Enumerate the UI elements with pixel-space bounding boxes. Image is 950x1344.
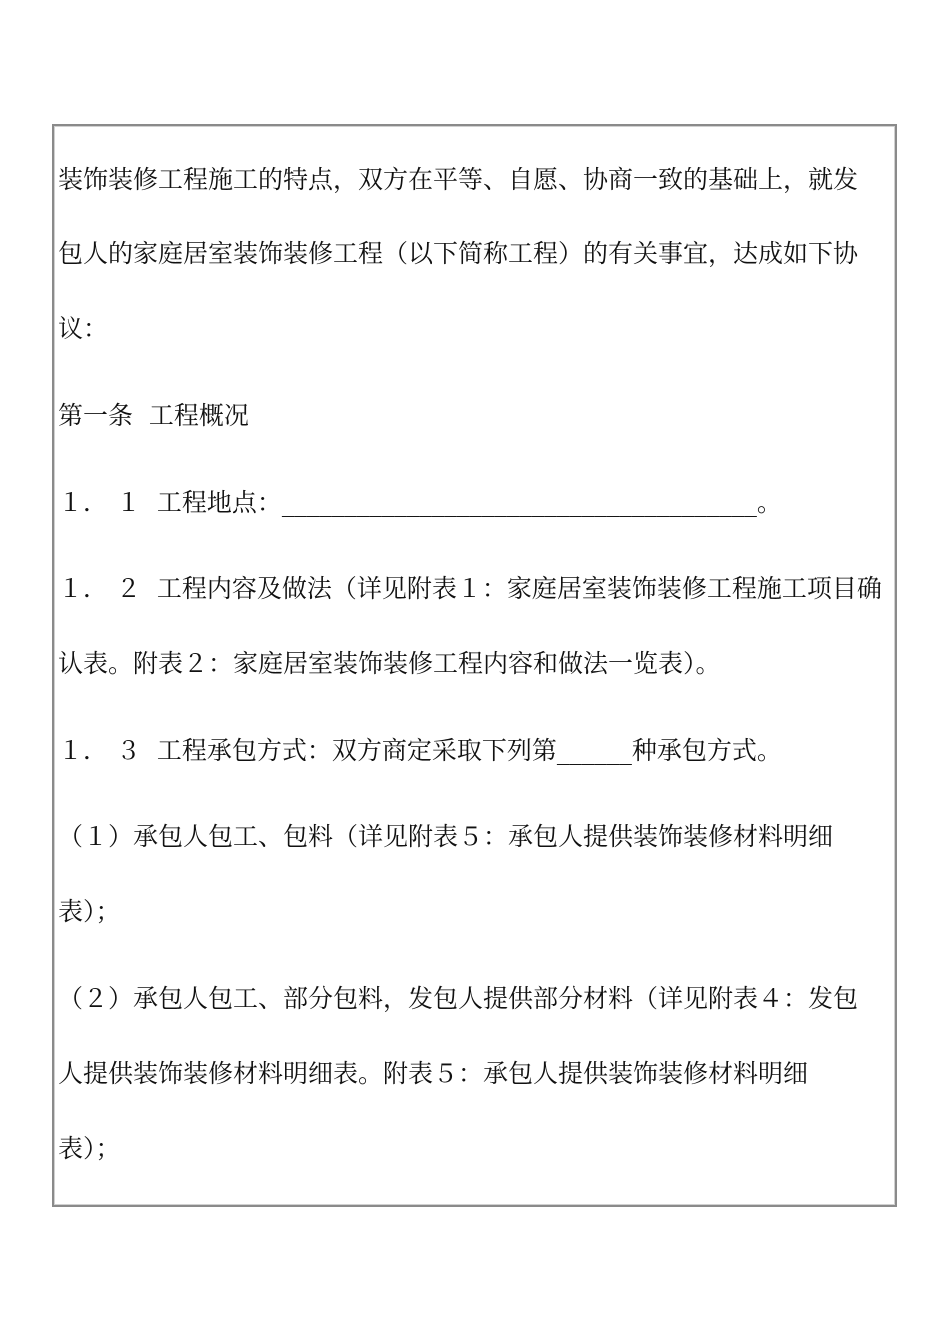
paragraph-line-1: 装饰装修工程施工的特点，双方在平等、自愿、协商一致的基础上，就发: [58, 165, 859, 194]
paragraph-line-2: 包人的家庭居室装饰装修工程（以下简称工程）的有关事宜，达成如下协: [58, 239, 859, 268]
option-1-line-1: （１）承包人包工、包料（详见附表５：承包人提供装饰装修材料明细: [58, 822, 834, 851]
option-2-line-1: （２）承包人包工、部分包料，发包人提供部分材料（详见附表４：发包: [58, 984, 859, 1013]
clause-1-2-line-1: １． ２ 工程内容及做法（详见附表１：家庭居室装饰装修工程施工项目确: [58, 574, 882, 603]
clause-1-2-line-2: 认表。附表２：家庭居室装饰装修工程内容和做法一览表）。: [58, 649, 721, 678]
option-2-line-2: 人提供装饰装修材料明细表。附表５：承包人提供装饰装修材料明细: [58, 1059, 809, 1088]
option-1-line-2: 表）；: [58, 897, 121, 926]
clause-1-1: １． １ 工程地点：______________________________________。: [58, 488, 782, 517]
clause-1-3: １． ３ 工程承包方式：双方商定采取下列第______种承包方式。: [58, 736, 782, 765]
section-heading: 第一条 工程概况: [58, 401, 249, 430]
paragraph-line-3: 议：: [58, 314, 109, 343]
option-2-line-3: 表）；: [58, 1134, 121, 1163]
